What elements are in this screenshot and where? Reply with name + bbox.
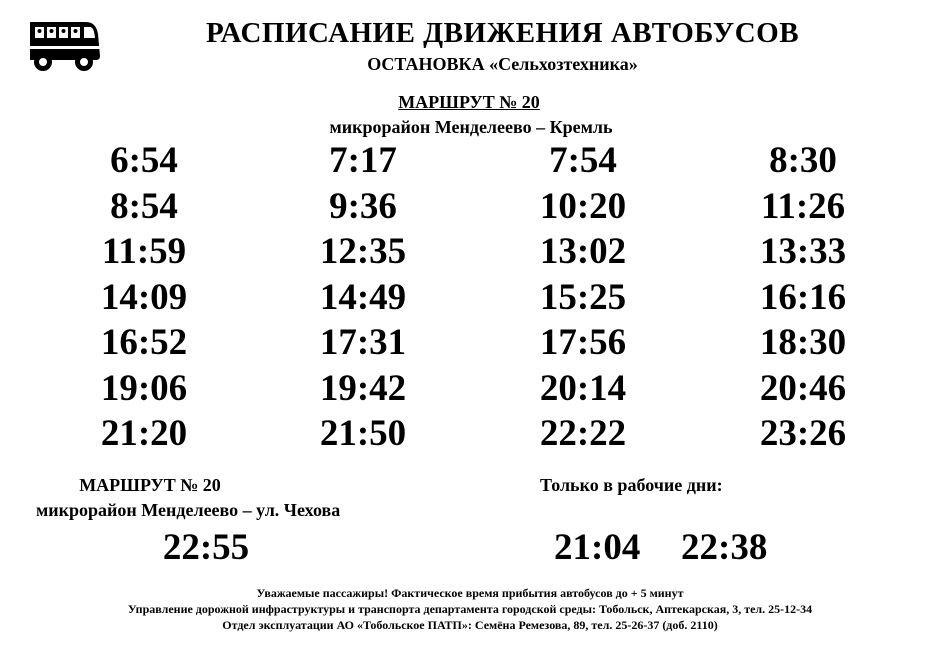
departure-time: 11:26	[760, 185, 846, 227]
departure-time: 17:31	[319, 322, 407, 363]
weekday-time: 22:38	[681, 527, 768, 568]
timetable-row	[0, 320, 940, 366]
timetable-grid	[0, 138, 940, 457]
departure-time: 15:25	[539, 276, 627, 318]
timetable-row	[0, 184, 940, 230]
departure-time: 8:54	[110, 185, 178, 227]
route-chekhova-direction: микрорайон Менделеево – ул. Чехова	[36, 500, 341, 520]
timetable-row	[0, 138, 940, 184]
departure-time: 9:36	[329, 185, 397, 227]
departure-time: 20:46	[759, 367, 847, 409]
departure-time: 12:35	[319, 231, 407, 272]
departure-time: 18:30	[759, 322, 847, 363]
departure-time: 19:06	[100, 367, 188, 409]
timetable-row	[0, 229, 940, 275]
footer-authority: Управление дорожной инфраструктуры и транспорта департамента городской среды: Тобольск, Аптекарская, 3, тел. 25-12-34	[127, 602, 813, 616]
weekday-time: 21:04	[554, 527, 641, 568]
departure-time: 20:14	[539, 367, 627, 409]
departure-time: 22:22	[539, 413, 627, 454]
departure-time: 21:50	[319, 413, 407, 454]
schedule-title: РАСПИСАНИЕ ДВИЖЕНИЯ АВТОБУСОВ	[205, 17, 800, 49]
departure-time: 6:54	[110, 140, 178, 181]
timetable-row	[0, 411, 940, 457]
departure-time: 7:17	[329, 140, 397, 181]
route-main-title: МАРШРУТ № 20	[398, 92, 540, 112]
departure-time: 13:33	[759, 231, 847, 272]
route-main-direction: микрорайон Менделеево – Кремль	[329, 117, 613, 137]
route-chekhova-title: МАРШРУТ № 20	[79, 475, 221, 495]
departure-time: 16:52	[100, 322, 188, 363]
timetable-row	[0, 275, 940, 321]
departure-time: 7:54	[549, 140, 617, 181]
footer-notice: Уважаемые пассажиры! Фактическое время прибытия автобусов до + 5 минут	[256, 586, 684, 600]
departure-time: 17:56	[539, 322, 627, 363]
departure-time: 14:49	[319, 276, 407, 318]
route-chekhova-time: 22:55	[162, 527, 250, 568]
departure-time: 8:30	[769, 140, 837, 181]
departure-time: 11:59	[101, 231, 187, 272]
departure-time: 23:26	[759, 413, 847, 454]
departure-time: 14:09	[100, 276, 188, 318]
departure-time: 21:20	[100, 413, 188, 454]
departure-time: 10:20	[539, 185, 627, 227]
stop-name: ОСТАНОВКА «Сельхозтехника»	[367, 54, 638, 74]
departure-time: 19:42	[319, 367, 407, 409]
departure-time: 13:02	[539, 231, 627, 272]
timetable-row	[0, 366, 940, 412]
footer-operator: Отдел эксплуатации АО «Тобольское ПАТП»: Семёна Ремезова, 89, тел. 25-26-37 (доб. 2110)	[222, 618, 718, 632]
weekdays-label: Только в рабочие дни:	[540, 475, 723, 495]
departure-time: 16:16	[759, 276, 847, 318]
